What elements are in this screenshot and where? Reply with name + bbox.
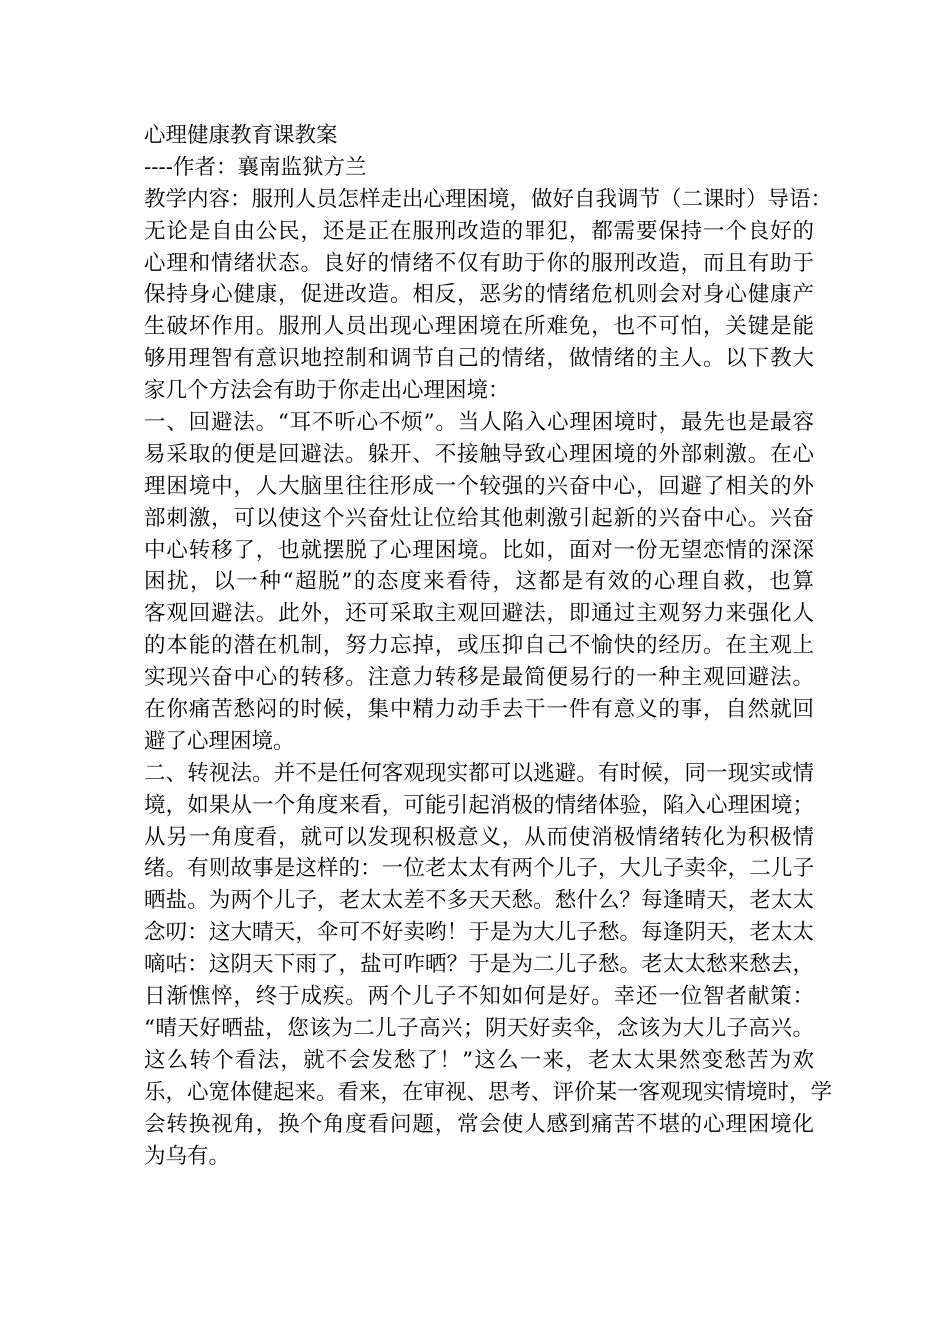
text-line: 实现兴奋中心的转移。注意力转移是最简便易行的一种主观回避法。 (144, 665, 814, 691)
text-line: 念叨：这大晴天，伞可不好卖哟！于是为大儿子愁。每逢阴天，老太太 (144, 920, 814, 946)
document-author: ----作者：襄南监狱方兰 (144, 154, 367, 180)
paragraph-avoidance-method (144, 407, 814, 758)
paragraph-perspective-method (144, 758, 833, 1173)
text-line: 客观回避法。此外，还可采取主观回避法，即通过主观努力来强化人 (144, 601, 814, 627)
document-title: 心理健康教育课教案 (144, 123, 338, 148)
text-line: “晴天好晒盐，您该为二儿子高兴；阴天好卖伞，念该为大儿子高兴。 (144, 1015, 814, 1041)
text-line: 无论是自由公民，还是正在服刑改造的罪犯，都需要保持一个良好的 (144, 218, 814, 244)
text-line: 生破坏作用。服刑人员出现心理困境在所难免，也不可怕，关键是能 (144, 314, 814, 340)
text-line: 绪。有则故事是这样的：一位老太太有两个儿子，大儿子卖伞，二儿子 (144, 856, 814, 882)
text-line: 困扰，以一种“超脱”的态度来看待，这都是有效的心理自救，也算 (144, 569, 814, 595)
text-line: 避了心理困境。 (144, 728, 295, 754)
text-line: 境，如果从一个角度来看，可能引起消极的情绪体验，陷入心理困境； (144, 792, 814, 818)
text-line: 够用理智有意识地控制和调节自己的情绪，做情绪的主人。以下教大 (144, 346, 814, 372)
document-page (144, 120, 833, 1172)
text-line: 日渐憔悴，终于成疾。两个儿子不知如何是好。幸还一位智者献策： (144, 984, 814, 1010)
text-line: 会转换视角，换个角度看问题，常会使人感到痛苦不堪的心理困境化 (144, 1111, 814, 1137)
paragraph-intro (144, 184, 833, 407)
text-line: 在你痛苦愁闷的时候，集中精力动手去干一件有意义的事，自然就回 (144, 697, 814, 723)
text-line: 教学内容：服刑人员怎样走出心理困境，做好自我调节（二课时）导语： (144, 186, 833, 212)
text-line: 易采取的便是回避法。躲开、不接触导致心理困境的外部刺激。在心 (144, 441, 814, 467)
text-line: 二、转视法。并不是任何客观现实都可以逃避。有时候，同一现实或情 (144, 760, 814, 786)
text-line: 家几个方法会有助于你走出心理困境： (144, 378, 510, 404)
text-line: 晒盐。为两个儿子，老太太差不多天天愁。愁什么？每逢晴天，老太太 (144, 888, 814, 914)
text-line: 一、回避法。“耳不听心不烦”。当人陷入心理困境时，最先也是最容 (144, 410, 814, 436)
text-line: 为乌有。 (144, 1143, 231, 1169)
text-line: 乐，心宽体健起来。看来，在审视、思考、评价某一客观现实情境时，学 (144, 1079, 833, 1105)
text-line: 理困境中，人大脑里往往形成一个较强的兴奋中心，回避了相关的外 (144, 473, 814, 499)
text-line: 从另一角度看，就可以发现积极意义，从而使消极情绪转化为积极情 (144, 824, 814, 850)
text-line: 中心转移了，也就摆脱了心理困境。比如，面对一份无望恋情的深深 (144, 537, 814, 563)
text-line: 这么转个看法，就不会发愁了！”这么一来，老太太果然变愁苦为欢 (144, 1047, 814, 1073)
text-line: 心理和情绪状态。良好的情绪不仅有助于你的服刑改造，而且有助于 (144, 250, 814, 276)
text-line: 嘀咕：这阴天下雨了，盐可咋晒？于是为二儿子愁。老太太愁来愁去， (144, 952, 814, 978)
text-line: 部刺激，可以使这个兴奋灶让位给其他刺激引起新的兴奋中心。兴奋 (144, 505, 814, 531)
text-line: 的本能的潜在机制，努力忘掉，或压抑自己不愉快的经历。在主观上 (144, 633, 814, 659)
text-line: 保持身心健康，促进改造。相反，恶劣的情绪危机则会对身心健康产 (144, 282, 814, 308)
